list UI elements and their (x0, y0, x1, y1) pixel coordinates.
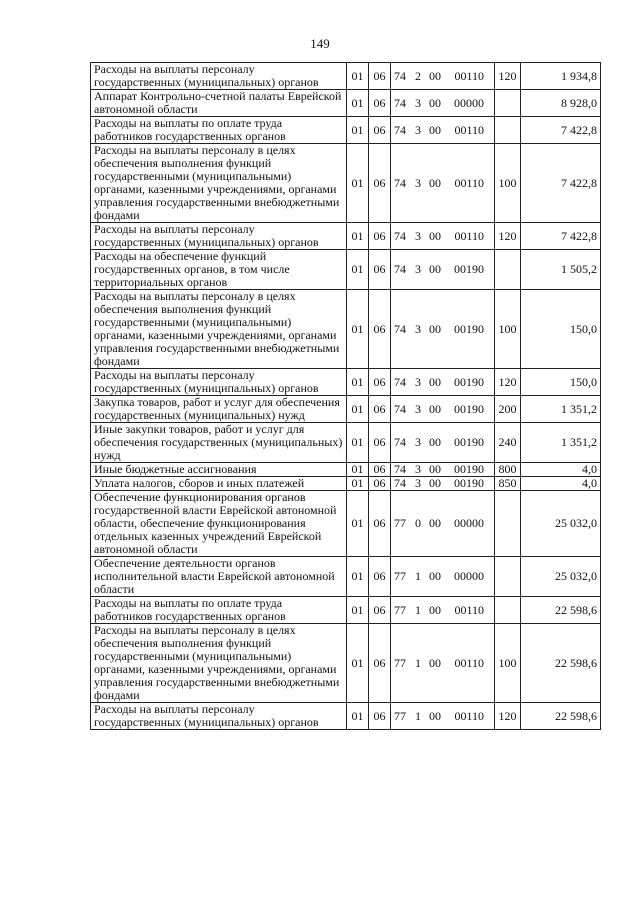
table-row (91, 396, 601, 423)
section-code-cell: 01 (347, 597, 369, 624)
expense-type-cell (495, 90, 521, 117)
subsection-code-cell: 06 (369, 90, 391, 117)
expense-type-cell (495, 597, 521, 624)
target-article-cell (391, 624, 495, 703)
target-article-part: 77 (394, 655, 406, 670)
amount-cell: 22 598,6 (521, 597, 601, 624)
expense-type-cell: 120 (495, 63, 521, 90)
amount-cell: 1 934,8 (521, 63, 601, 90)
target-article-part: 00110 (454, 708, 484, 723)
section-code-cell: 01 (347, 423, 369, 463)
section-code-cell: 01 (347, 624, 369, 703)
expense-name-cell: Расходы на обеспечение функций государственных органов, в том числе территориальных органов (91, 250, 347, 290)
target-article-cell (391, 290, 495, 369)
target-article-part: 00190 (454, 321, 484, 336)
target-article-part: 00190 (454, 462, 484, 476)
section-code-cell: 01 (347, 463, 369, 477)
expense-type-cell: 120 (495, 369, 521, 396)
amount-cell: 4,0 (521, 463, 601, 477)
expense-name-cell: Расходы на выплаты персоналу в целях обеспечения выполнения функций государственными (муниципальными) органами, казенными учреждениями, органами управления государственными внебюджетными фондами (91, 290, 347, 369)
section-code-cell: 01 (347, 63, 369, 90)
table-row (91, 63, 601, 90)
target-article-part: 77 (394, 602, 406, 617)
expense-type-cell: 120 (495, 223, 521, 250)
target-article-part: 00 (429, 602, 441, 617)
subsection-code-cell: 06 (369, 144, 391, 223)
table-row (91, 250, 601, 290)
section-code-cell: 01 (347, 223, 369, 250)
table-row (91, 624, 601, 703)
expense-name-cell: Расходы на выплаты по оплате труда работников государственных органов (91, 117, 347, 144)
target-article-cell (391, 396, 495, 423)
target-article-part: 00 (429, 655, 441, 670)
subsection-code-cell: 06 (369, 597, 391, 624)
amount-cell: 22 598,6 (521, 703, 601, 730)
expense-name-cell: Иные бюджетные ассигнования (91, 463, 347, 477)
amount-cell: 1 351,2 (521, 396, 601, 423)
target-article-part: 00 (429, 462, 441, 476)
subsection-code-cell: 06 (369, 463, 391, 477)
target-article-part: 74 (394, 262, 406, 276)
expense-name-cell: Расходы на выплаты персоналу государственных (муниципальных) органов (91, 223, 347, 250)
section-code-cell: 01 (347, 90, 369, 117)
target-article-part: 00 (429, 708, 441, 723)
target-article-part: 00190 (454, 476, 484, 490)
section-code-cell: 01 (347, 477, 369, 491)
table-row (91, 117, 601, 144)
target-article-cell (391, 597, 495, 624)
subsection-code-cell: 06 (369, 290, 391, 369)
target-article-part: 3 (415, 321, 421, 336)
target-article-part: 74 (394, 95, 406, 110)
amount-cell: 1 351,2 (521, 423, 601, 463)
amount-cell: 150,0 (521, 290, 601, 369)
table-row (91, 477, 601, 491)
expense-type-cell: 100 (495, 144, 521, 223)
target-article-part: 00110 (454, 655, 484, 670)
target-article-part: 3 (415, 122, 421, 137)
target-article-part: 00110 (454, 228, 484, 243)
target-article-part: 00 (429, 122, 441, 137)
amount-cell: 22 598,6 (521, 624, 601, 703)
expense-name-cell: Расходы на выплаты персоналу в целях обеспечения выполнения функций государственными (муниципальными) органами, казенными учреждениями, органами управления государственными внебюджетными фондами (91, 624, 347, 703)
expense-type-cell: 200 (495, 396, 521, 423)
target-article-cell (391, 369, 495, 396)
subsection-code-cell: 06 (369, 396, 391, 423)
target-article-part: 1 (415, 602, 421, 617)
subsection-code-cell: 06 (369, 423, 391, 463)
expense-name-cell: Расходы на выплаты по оплате труда работников государственных органов (91, 597, 347, 624)
target-article-part: 74 (394, 175, 406, 190)
table-row (91, 144, 601, 223)
section-code-cell: 01 (347, 250, 369, 290)
expense-name-cell: Расходы на выплаты персоналу государственных (муниципальных) органов (91, 369, 347, 396)
target-article-part: 3 (415, 95, 421, 110)
table-row (91, 369, 601, 396)
subsection-code-cell: 06 (369, 223, 391, 250)
expense-name-cell: Расходы на выплаты персоналу государственных (муниципальных) органов (91, 63, 347, 90)
subsection-code-cell: 06 (369, 491, 391, 557)
section-code-cell: 01 (347, 117, 369, 144)
target-article-part: 74 (394, 476, 406, 490)
target-article-part: 1 (415, 708, 421, 723)
target-article-cell (391, 703, 495, 730)
target-article-part: 74 (394, 122, 406, 137)
target-article-part: 00190 (454, 374, 484, 389)
target-article-part: 3 (415, 228, 421, 243)
target-article-part: 00 (429, 401, 441, 416)
target-article-part: 3 (415, 435, 421, 449)
amount-cell: 25 032,0 (521, 557, 601, 597)
expense-name-cell: Расходы на выплаты персоналу в целях обеспечения выполнения функций государственными (муниципальными) органами, казенными учреждениями, органами управления государственными внебюджетными фондами (91, 144, 347, 223)
budget-table (90, 62, 601, 730)
expense-name-cell: Закупка товаров, работ и услуг для обеспечения государственных (муниципальных) нужд (91, 396, 347, 423)
table-row (91, 557, 601, 597)
section-code-cell: 01 (347, 557, 369, 597)
target-article-part: 00110 (454, 68, 484, 83)
section-code-cell: 01 (347, 491, 369, 557)
section-code-cell: 01 (347, 290, 369, 369)
target-article-part: 74 (394, 435, 406, 449)
expense-name-cell: Аппарат Контрольно-счетной палаты Еврейской автономной области (91, 90, 347, 117)
subsection-code-cell: 06 (369, 557, 391, 597)
target-article-cell (391, 423, 495, 463)
target-article-cell (391, 557, 495, 597)
target-article-part: 00 (429, 476, 441, 490)
target-article-cell (391, 63, 495, 90)
target-article-cell (391, 250, 495, 290)
expense-type-cell: 850 (495, 477, 521, 491)
expense-name-cell: Иные закупки товаров, работ и услуг для обеспечения государственных (муниципальных) нужд (91, 423, 347, 463)
target-article-part: 74 (394, 68, 406, 83)
target-article-cell (391, 223, 495, 250)
budget-table-body (91, 63, 601, 730)
target-article-part: 00190 (454, 262, 484, 276)
table-row (91, 703, 601, 730)
target-article-part: 1 (415, 569, 421, 583)
target-article-part: 00 (429, 435, 441, 449)
target-article-part: 2 (415, 68, 421, 83)
table-row (91, 491, 601, 557)
target-article-part: 00 (429, 68, 441, 83)
target-article-part: 00 (429, 321, 441, 336)
table-row (91, 223, 601, 250)
amount-cell: 7 422,8 (521, 144, 601, 223)
target-article-part: 3 (415, 462, 421, 476)
page-number: 149 (310, 36, 330, 51)
expense-type-cell: 100 (495, 624, 521, 703)
expense-type-cell (495, 557, 521, 597)
target-article-part: 00190 (454, 401, 484, 416)
subsection-code-cell: 06 (369, 369, 391, 396)
subsection-code-cell: 06 (369, 117, 391, 144)
target-article-cell (391, 491, 495, 557)
table-row (91, 290, 601, 369)
table-row (91, 423, 601, 463)
target-article-cell (391, 117, 495, 144)
target-article-cell (391, 477, 495, 491)
target-article-part: 3 (415, 401, 421, 416)
target-article-part: 00 (429, 262, 441, 276)
amount-cell: 25 032,0 (521, 491, 601, 557)
subsection-code-cell: 06 (369, 63, 391, 90)
target-article-part: 74 (394, 374, 406, 389)
expense-name-cell: Расходы на выплаты персоналу государственных (муниципальных) органов (91, 703, 347, 730)
subsection-code-cell: 06 (369, 477, 391, 491)
table-row (91, 597, 601, 624)
target-article-cell (391, 90, 495, 117)
subsection-code-cell: 06 (369, 624, 391, 703)
amount-cell: 7 422,8 (521, 223, 601, 250)
target-article-part: 00110 (454, 122, 484, 137)
target-article-part: 00 (429, 228, 441, 243)
target-article-part: 74 (394, 321, 406, 336)
amount-cell: 8 928,0 (521, 90, 601, 117)
expense-type-cell: 120 (495, 703, 521, 730)
expense-type-cell: 240 (495, 423, 521, 463)
target-article-part: 1 (415, 655, 421, 670)
expense-name-cell: Обеспечение функционирования органов государственной власти Еврейской автономной области, обеспечение функционирования отдельных казенных учреждений Еврейской автономной области (91, 491, 347, 557)
target-article-part: 74 (394, 462, 406, 476)
target-article-cell (391, 463, 495, 477)
section-code-cell: 01 (347, 703, 369, 730)
target-article-part: 00110 (454, 175, 484, 190)
target-article-cell (391, 144, 495, 223)
target-article-part: 00 (429, 374, 441, 389)
section-code-cell: 01 (347, 144, 369, 223)
target-article-part: 3 (415, 476, 421, 490)
target-article-part: 0 (415, 516, 421, 530)
expense-name-cell: Уплата налогов, сборов и иных платежей (91, 477, 347, 491)
table-row (91, 463, 601, 477)
target-article-part: 00 (429, 516, 441, 530)
table-row (91, 90, 601, 117)
target-article-part: 77 (394, 516, 406, 530)
target-article-part: 3 (415, 175, 421, 190)
subsection-code-cell: 06 (369, 250, 391, 290)
amount-cell: 7 422,8 (521, 117, 601, 144)
target-article-part: 3 (415, 374, 421, 389)
expense-type-cell: 800 (495, 463, 521, 477)
expense-type-cell (495, 117, 521, 144)
target-article-part: 74 (394, 401, 406, 416)
target-article-part: 3 (415, 262, 421, 276)
target-article-part: 74 (394, 228, 406, 243)
target-article-part: 00000 (454, 516, 484, 530)
expense-type-cell (495, 250, 521, 290)
target-article-part: 00000 (454, 569, 484, 583)
target-article-part: 00 (429, 175, 441, 190)
section-code-cell: 01 (347, 369, 369, 396)
section-code-cell: 01 (347, 396, 369, 423)
target-article-part: 77 (394, 569, 406, 583)
target-article-part: 00110 (454, 602, 484, 617)
expense-name-cell: Обеспечение деятельности органов исполнительной власти Еврейской автономной области (91, 557, 347, 597)
target-article-part: 00000 (454, 95, 484, 110)
expense-type-cell (495, 491, 521, 557)
expense-type-cell: 100 (495, 290, 521, 369)
subsection-code-cell: 06 (369, 703, 391, 730)
amount-cell: 4,0 (521, 477, 601, 491)
target-article-part: 00 (429, 95, 441, 110)
amount-cell: 150,0 (521, 369, 601, 396)
target-article-part: 00190 (454, 435, 484, 449)
target-article-part: 00 (429, 569, 441, 583)
amount-cell: 1 505,2 (521, 250, 601, 290)
target-article-part: 77 (394, 708, 406, 723)
